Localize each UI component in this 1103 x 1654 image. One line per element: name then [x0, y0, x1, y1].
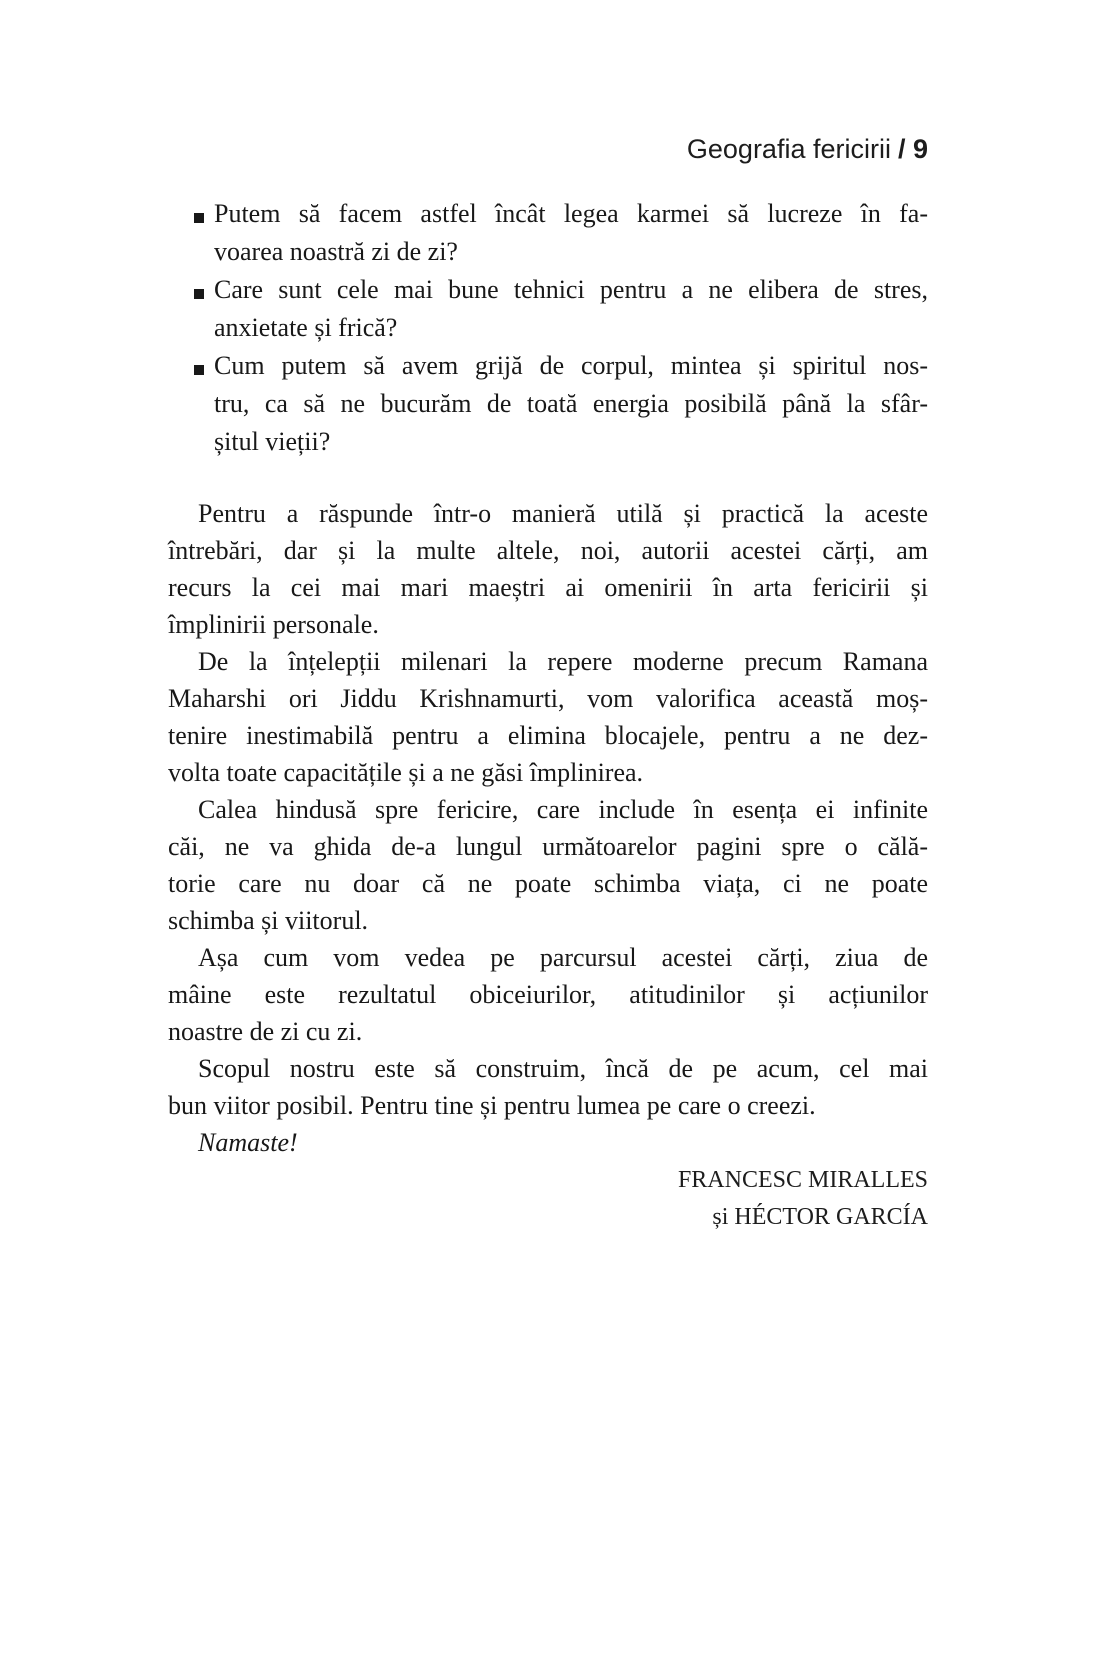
- text-line: Cum putem să avem grijă de corpul, mintea și spiritul nos-: [214, 351, 928, 380]
- square-bullet-icon: [194, 365, 204, 375]
- running-header-page-number: / 9: [897, 134, 928, 164]
- text-line: volta toate capacitățile și a ne găsi împlinirea.: [168, 758, 644, 787]
- paragraph: [168, 939, 928, 1050]
- text-line: întrebări, dar și la multe altele, noi, autorii acestei cărți, am: [168, 536, 928, 565]
- running-header-title: Geografia fericirii: [686, 134, 891, 164]
- paragraph: [168, 643, 928, 791]
- text-line: noastre de zi cu zi.: [168, 1017, 363, 1046]
- text-line: bun viitor posibil. Pentru tine și pentru lumea pe care o creezi.: [168, 1091, 816, 1120]
- text-line: Așa cum vom vedea pe parcursul acestei cărți, ziua de: [198, 943, 928, 972]
- text-line: tru, ca să ne bucurăm de toată energia posibilă până la sfâr-: [214, 389, 928, 418]
- text-line: recurs la cei mai mari maeștri ai omenirii în arta fericirii și: [168, 573, 928, 602]
- text-line: Maharshi ori Jiddu Krishnamurti, vom valorifica această moș-: [168, 684, 928, 713]
- running-header: [168, 132, 928, 166]
- text-line: Scopul nostru este să construim, încă de pe acum, cel mai: [198, 1054, 928, 1083]
- square-bullet-icon: [194, 289, 204, 299]
- paragraph: [168, 1050, 928, 1124]
- text-line: căi, ne va ghida de-a lungul următoarelor pagini spre o călă-: [168, 832, 928, 861]
- text-line: mâine este rezultatul obiceiurilor, atitudinilor și acțiunilor: [168, 980, 928, 1009]
- square-bullet-icon: [194, 213, 204, 223]
- text-line: Namaste!: [198, 1128, 298, 1157]
- text-line: șitul vieții?: [214, 427, 331, 456]
- text-line: schimba și viitorul.: [168, 906, 369, 935]
- text-line: Putem să facem astfel încât legea karmei să lucreze în fa-: [214, 199, 928, 228]
- bullet-item: [168, 271, 928, 347]
- text-line: Calea hindusă spre fericire, care include în esența ei infinite: [198, 795, 928, 824]
- text-line: voarea noastră zi de zi?: [214, 237, 458, 266]
- bullet-item: [168, 347, 928, 461]
- text-line: De la înțelepții milenari la repere moderne precum Ramana: [198, 647, 928, 676]
- paragraph: [168, 495, 928, 643]
- text-line: împlinirii personale.: [168, 610, 379, 639]
- text-line: Care sunt cele mai bune tehnici pentru a ne elibera de stres,: [214, 275, 928, 304]
- signature-block: [168, 1162, 928, 1236]
- text-line: tenire inestimabilă pentru a elimina blocajele, pentru a ne dez-: [168, 721, 928, 750]
- author-name-2: și HÉCTOR GARCÍA: [712, 1204, 928, 1230]
- body-paragraphs: [168, 495, 928, 1161]
- author-name-1: FRANCESC MIRALLES: [677, 1167, 928, 1193]
- paragraph: [168, 1124, 928, 1161]
- bullet-list: [168, 195, 928, 461]
- text-line: torie care nu doar că ne poate schimba viața, ci ne poate: [168, 869, 928, 898]
- paragraph: [168, 791, 928, 939]
- text-line: anxietate și frică?: [214, 313, 398, 342]
- bullet-item: [168, 195, 928, 271]
- text-line: Pentru a răspunde într-o manieră utilă și practică la aceste: [198, 499, 928, 528]
